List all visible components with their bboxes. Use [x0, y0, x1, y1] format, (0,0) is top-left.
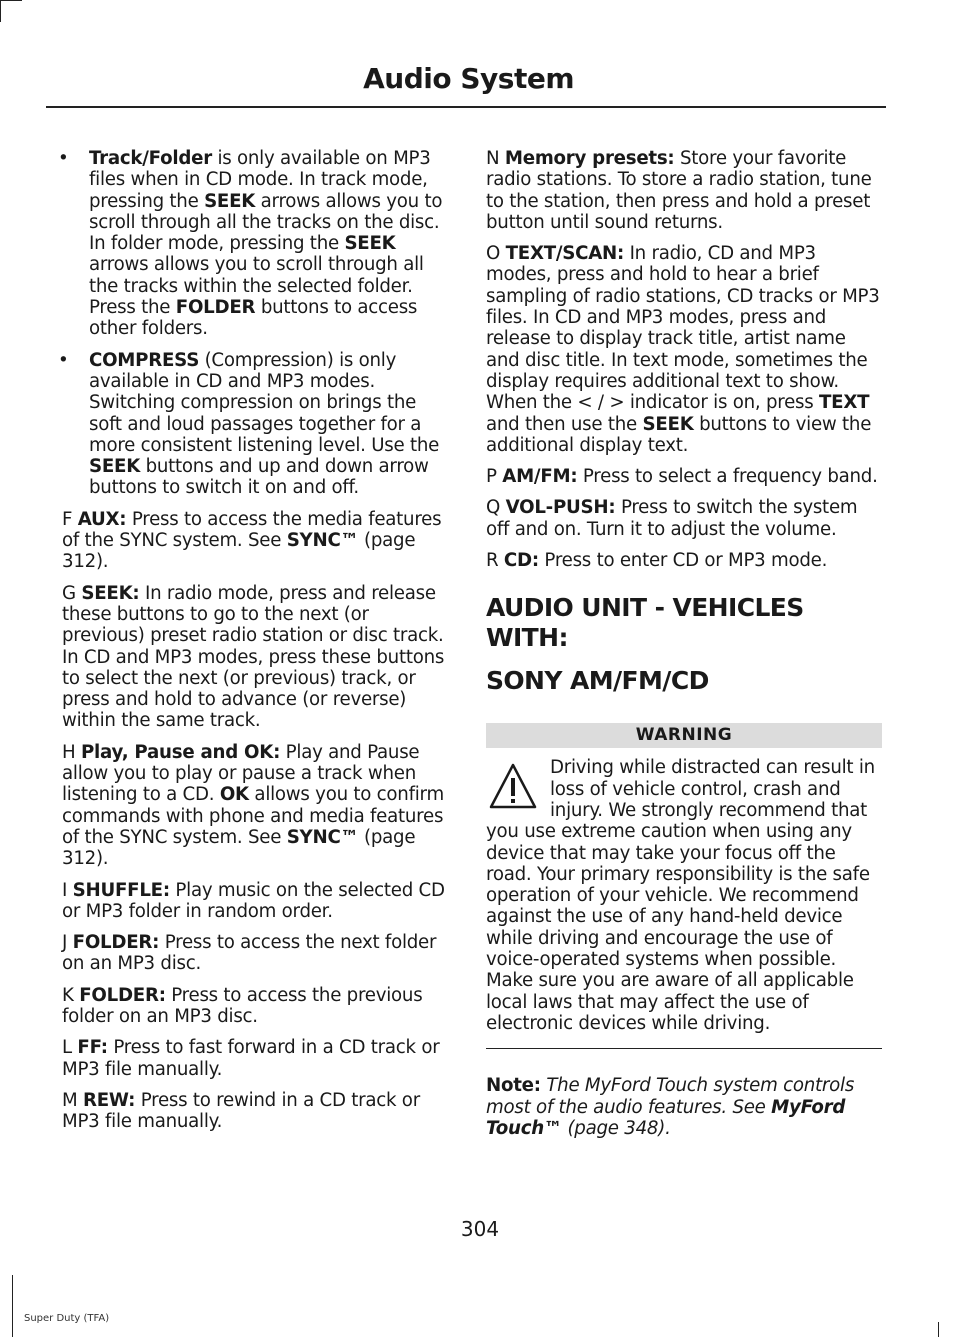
bullet-dot: • [58, 349, 69, 371]
bullet-compress: • COMPRESS (Compression) is only available in CD and MP3 modes. Switching compression on brings the soft and loud passages together for a more consistent listening level. Use the SEEK buttons and up and down arrow buttons to switch it on and off. [58, 349, 440, 499]
item-m-rew: M REW: Press to rewind in a CD track or MP3 file manually. [62, 1089, 420, 1133]
item-r-cd: R CD: Press to enter CD or MP3 mode. [486, 550, 828, 572]
item-l-ff: L FF: Press to fast forward in a CD track or MP3 file manually. [62, 1037, 440, 1080]
sync-link[interactable]: SYNC™ [286, 826, 359, 848]
section-heading: SONY AM/FM/CD [486, 666, 709, 696]
section-heading: AUDIO UNIT - VEHICLES WITH: [486, 593, 804, 653]
bullet-dot: • [58, 148, 69, 169]
item-o-text-scan: O TEXT/SCAN: In radio, CD and MP3 modes, press and hold to hear a brief sampling of radio stations, CD tracks or MP3 files. In CD and MP3 modes, press and release to display track title, artist name and disc title. In text mode, sometimes the display requires additional text to show. When the < / > indicator is on, press TEXT and then use the SEEK buttons to view the additional display text. [486, 243, 880, 456]
item-g-seek: G SEEK: In radio mode, press and release these buttons to go to the next (or previous) preset radio station or disc track. In CD and MP3 modes, press these buttons to select the next (or previous) track, or press and hold to advance (or reverse) within the same track. [62, 582, 445, 732]
warning-text: Driving while distracted can result in loss of vehicle control, crash and injury. We strongly recommend that you use extreme caution when using any device that may take your focus off the road. Your primary responsibility is the safe operation of your vehicle. We recommend against the use of any hand-held device while driving and encourage the use of voice-operated systems when possible. Make sure you are aware of all applicable local laws that may affect the use of electronic devices while driving. [486, 757, 875, 1034]
warning-block [486, 757, 882, 1034]
item-k-folder: K FOLDER: Press to access the previous folder on an MP3 disc. [62, 984, 423, 1027]
item-i-shuffle: I SHUFFLE: Play music on the selected CD or MP3 folder in random order. [62, 879, 445, 922]
warning-label: WARNING [486, 723, 882, 748]
myford-touch-link[interactable]: MyFord Touch™ [486, 1096, 846, 1139]
warning-divider [486, 1048, 882, 1049]
footer-text: Super Duty (TFA) [24, 1313, 110, 1324]
item-q-vol-push: Q VOL-PUSH: Press to switch the system off and on. Turn it to adjust the volume. [486, 497, 858, 540]
crop-mark [0, 0, 22, 1]
right-column [486, 148, 882, 1149]
note: Note: The MyFord Touch system controls most of the audio features. See MyFord Touch™ (page 348). [486, 1075, 855, 1139]
crop-mark [0, 0, 1, 22]
page-title: Audio System [363, 62, 574, 95]
crop-mark [938, 1322, 939, 1337]
item-h-play-pause: H Play, Pause and OK: Play and Pause allow you to play or pause a track when listening to a CD. OK allows you to confirm commands with phone and media features of the SYNC system. See SYNC™ (page 312). [62, 741, 444, 870]
page-number: 304 [460, 1217, 500, 1241]
item-f-aux: F AUX: Press to access the media features of the SYNC system. See SYNC™ (page 312). [62, 508, 442, 573]
item-n-memory-presets: N Memory presets: Store your favorite radio stations. To store a radio station, tune to the station, then press and hold a preset button until sound returns. [486, 148, 872, 233]
left-column [58, 148, 450, 1142]
warning-triangle-icon [488, 761, 538, 813]
bullet-track-folder: • Track/Folder is only available on MP3 files when in CD mode. In track mode, pressing the SEEK arrows allows you to scroll through all the tracks on the disc. In folder mode, pressing the SEEK arrows allows you to scroll through all the tracks within the selected folder. Press the FOLDER buttons to access other folders. [58, 148, 443, 340]
sync-link[interactable]: SYNC™ [286, 530, 359, 552]
crop-mark [12, 1275, 13, 1337]
header-divider [46, 106, 886, 108]
item-j-folder: J FOLDER: Press to access the next folder on an MP3 disc. [62, 932, 437, 975]
item-p-am-fm: P AM/FM: Press to select a frequency band. [486, 466, 878, 488]
